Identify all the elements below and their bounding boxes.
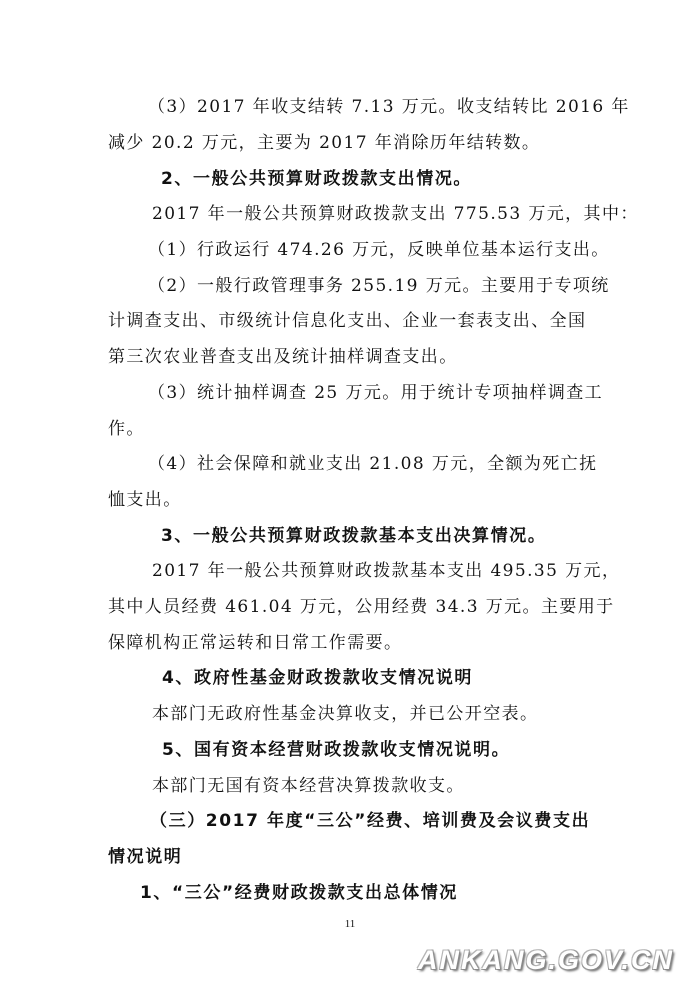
paragraph-line: 第三次农业普查支出及统计抽样调查支出。 bbox=[108, 347, 458, 367]
section-heading: 3、一般公共预算财政拨款基本支出决算情况。 bbox=[161, 526, 547, 546]
paragraph-line: 其中人员经费 461.04 万元，公用经费 34.3 万元。主要用于 bbox=[108, 597, 615, 617]
section-heading: 5、国有资本经营财政拨款收支情况说明。 bbox=[162, 740, 511, 760]
paragraph-line: 2017 年一般公共预算财政拨款支出 775.53 万元，其中： bbox=[152, 204, 639, 224]
paragraph-line: 减少 20.2 万元，主要为 2017 年消除历年结转数。 bbox=[108, 133, 541, 153]
paragraph-line: 作。 bbox=[108, 419, 145, 439]
section-heading: 1、“三公”经费财政拨款支出总体情况 bbox=[140, 883, 458, 903]
section-heading: 情况说明 bbox=[108, 847, 183, 867]
paragraph-line: 本部门无国有资本经营决算拨款收支。 bbox=[152, 776, 465, 796]
paragraph-line: （4）社会保障和就业支出 21.08 万元，全额为死亡抚 bbox=[148, 454, 598, 474]
paragraph-line: 保障机构正常运转和日常工作需要。 bbox=[108, 633, 403, 653]
paragraph-line: 2017 年一般公共预算财政拨款基本支出 495.35 万元， bbox=[152, 561, 621, 581]
section-heading: （三）2017 年度“三公”经费、培训费及会议费支出 bbox=[150, 811, 591, 831]
page-number: 11 bbox=[344, 918, 356, 930]
section-heading: 2、一般公共预算财政拨款支出情况。 bbox=[161, 169, 473, 189]
watermark: ANKANG.GOV.CN bbox=[418, 945, 675, 975]
paragraph-line: 本部门无政府性基金决算收支，并已公开空表。 bbox=[152, 704, 539, 724]
paragraph-line: （3）2017 年收支结转 7.13 万元。收支结转比 2016 年 bbox=[148, 97, 630, 117]
paragraph-line: （3）统计抽样调查 25 万元。用于统计专项抽样调查工 bbox=[148, 383, 604, 403]
paragraph-line: 恤支出。 bbox=[108, 490, 182, 510]
paragraph-line: （1）行政运行 474.26 万元，反映单位基本运行支出。 bbox=[148, 240, 610, 260]
paragraph-line: （2）一般行政管理事务 255.19 万元。主要用于专项统 bbox=[148, 276, 610, 296]
section-heading: 4、政府性基金财政拨款收支情况说明 bbox=[162, 668, 474, 688]
paragraph-line: 计调查支出、市级统计信息化支出、企业一套表支出、全国 bbox=[108, 311, 587, 331]
